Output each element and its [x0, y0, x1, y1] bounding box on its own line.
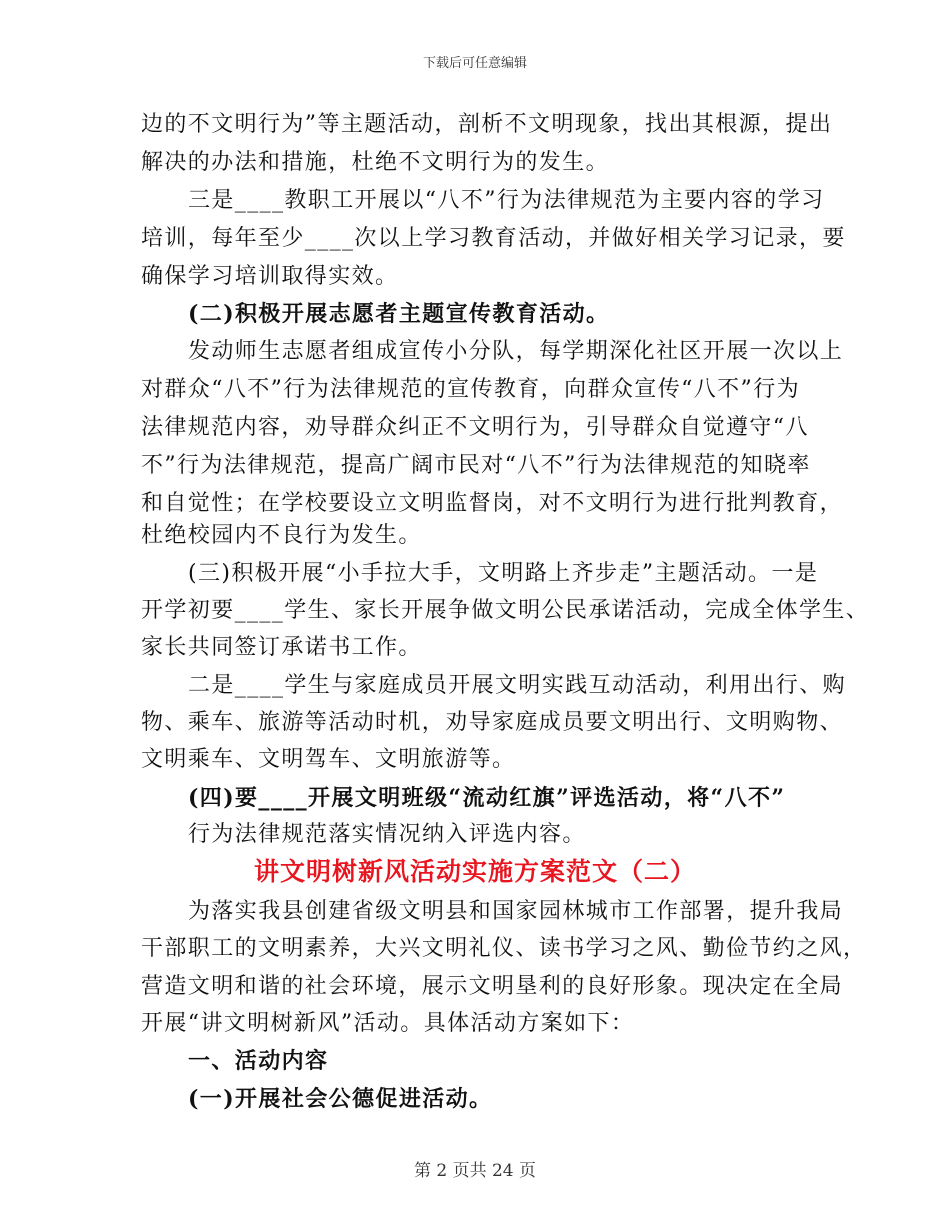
paragraph-line: 物、乘车、旅游等活动时机，劝导家庭成员要文明出行、文明购物、 — [141, 710, 844, 735]
paragraph-line: 三是____教职工开展以“八不”行为法律规范为主要内容的学习 — [188, 188, 825, 213]
paragraph-line: 营造文明和谐的社会环境，展示文明垦利的良好形象。现决定在全局 — [141, 974, 844, 999]
paragraph-line: 解决的办法和措施，杜绝不文明行为的发生。 — [141, 150, 610, 175]
paragraph-line: 发动师生志愿者组成宣传小分队，每学期深化社区开展一次以上 — [188, 339, 844, 364]
paragraph-line: 杜绝校园内不良行为发生。 — [141, 523, 422, 548]
document-title: 讲文明树新风活动实施方案范文（二） — [253, 857, 696, 886]
paragraph-line: 为落实我县创建省级文明县和国家园林城市工作部署，提升我局 — [188, 899, 844, 924]
paragraph-line: 边的不文明行为”等主题活动，剖析不文明现象，找出其根源，提出 — [141, 112, 833, 137]
paragraph-line: 家长共同签订承诺书工作。 — [141, 635, 422, 660]
paragraph-line: 不”行为法律规范，提高广阔市民对“八不”行为法律规范的知晓率 — [141, 453, 811, 478]
paragraph-line: 法律规范内容，劝导群众纠正不文明行为，引导群众自觉遵守“八 — [141, 415, 809, 440]
paragraph-line: (三)积极开展“小手拉大手，文明路上齐步走”主题活动。一是 — [188, 561, 819, 586]
paragraph-line: 文明乘车、文明驾车、文明旅游等。 — [141, 747, 516, 772]
section-heading: 一、活动内容 — [188, 1048, 329, 1074]
section-heading: (一)开展社会公德促进活动。 — [188, 1086, 493, 1112]
paragraph-line: 开展“讲文明树新风”活动。具体活动方案如下： — [141, 1011, 635, 1036]
section-heading: (二)积极开展志愿者主题宣传教育活动。 — [188, 301, 610, 327]
paragraph-line: 和自觉性；在学校要设立文明监督岗，对不文明行为进行批判教育， — [141, 491, 844, 516]
section-heading: (四)要____开展文明班级“流动红旗”评选活动，将“八不” — [188, 785, 786, 811]
paragraph-line: 培训，每年至少____次以上学习教育活动，并做好相关学习记录，要 — [141, 226, 846, 251]
paragraph-line: 干部职工的文明素养，大兴文明礼仪、读书学习之风、勤俭节约之风， — [141, 936, 867, 961]
paragraph-line: 二是____学生与家庭成员开展文明实践互动活动，利用出行、购 — [188, 673, 847, 698]
paragraph-line: 确保学习培训取得实效。 — [141, 264, 399, 289]
paragraph-line: 开学初要____学生、家长开展争做文明公民承诺活动，完成全体学生、 — [141, 598, 870, 623]
page-footer: 第 2 页共 24 页 — [413, 1161, 537, 1181]
paragraph-line: 对群众“八不”行为法律规范的宣传教育，向群众宣传“八不”行为 — [141, 377, 800, 402]
page-header: 下载后可任意编辑 — [422, 56, 527, 71]
paragraph-line: 行为法律规范落实情况纳入评选内容。 — [188, 822, 586, 847]
